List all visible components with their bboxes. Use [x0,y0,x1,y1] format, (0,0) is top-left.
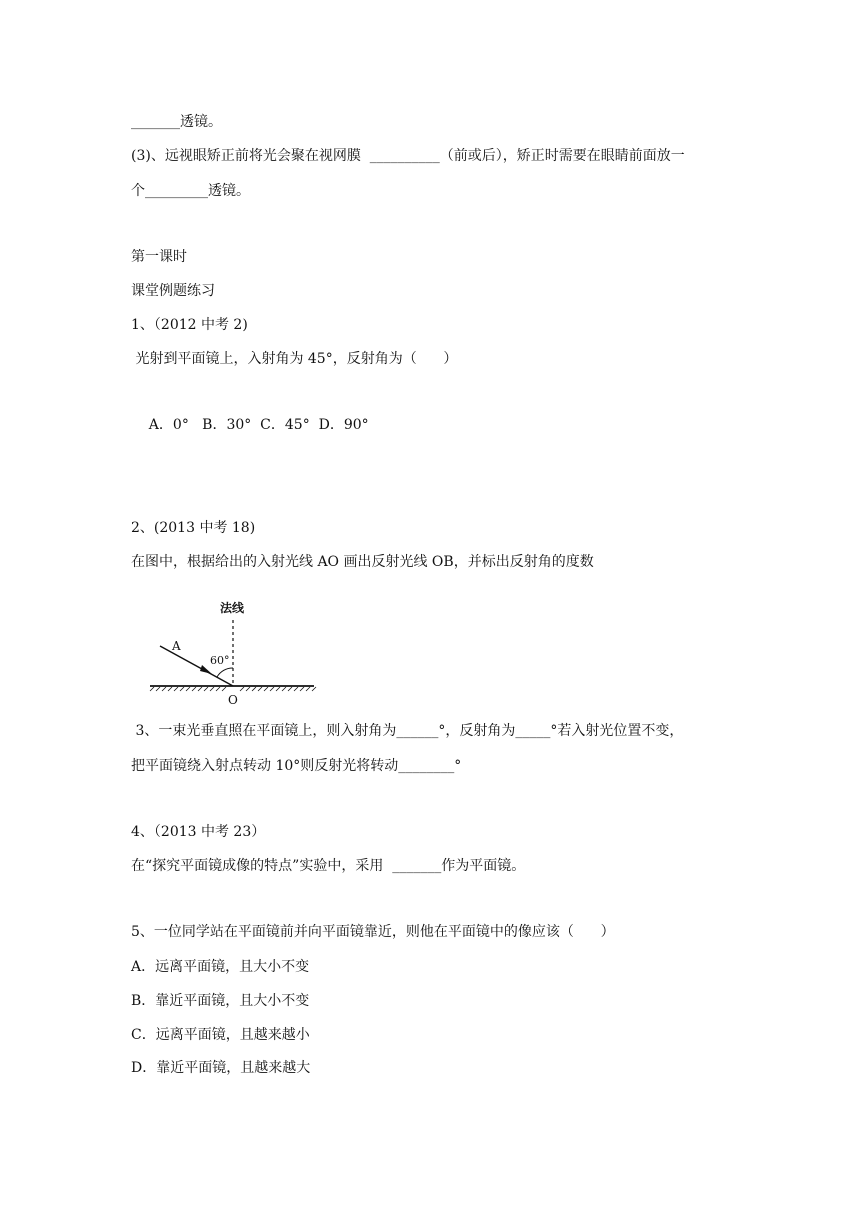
text-line: 个_________透镜。 [131,183,250,199]
question-4-text: 在“探究平面镜成像的特点”实验中，采用 _______作为平面镜。 [131,858,526,874]
reflection-diagram [140,598,320,708]
question-2-header: 2、(2013 中考 18) [131,520,256,536]
question-4-header: 4、（2013 中考 23） [131,824,266,840]
angle-arc [217,668,233,677]
question-5-text: 5、一位同学站在平面镜前并向平面镜靠近，则他在平面镜中的像应该（ ） [131,924,615,940]
option-a: A．远离平面镜，且大小不变 [131,959,310,975]
question-3-text-cont: 把平面镜绕入射点转动 10°则反射光将转动________° [131,758,462,774]
mirror-hatching [150,687,316,691]
point-o-label: O [228,693,238,707]
normal-label: 法线 [220,601,245,615]
text-line: (3)、远视眼矫正前将光会聚在视网膜 __________（前或后），矫正时需要在眼睛前面放一 [131,148,685,164]
point-a-label: A [172,639,181,653]
option-c: C．远离平面镜，且越来越小 [131,1027,310,1043]
question-1-text: 光射到平面镜上，入射角为 45°，反射角为（ ） [131,351,458,367]
question-1-header: 1、（2012 中考 2) [131,317,248,333]
section-subtitle: 课堂例题练习 [131,283,215,299]
text-line: _______透镜。 [131,114,222,130]
question-1-options: A．0° B．30° C．45° D．90° [131,417,369,433]
angle-label: 60° [210,654,230,667]
question-3-text: 3、一束光垂直照在平面镜上，则入射角为______°，反射角为_____°若入射光位置不变， [131,723,684,739]
section-title: 第一课时 [131,249,187,265]
question-2-text: 在图中，根据给出的入射光线 AO 画出反射光线 OB，并标出反射角的度数 [131,554,594,570]
option-b: B．靠近平面镜，且大小不变 [131,993,310,1009]
option-d: D．靠近平面镜，且越来越大 [131,1060,311,1076]
